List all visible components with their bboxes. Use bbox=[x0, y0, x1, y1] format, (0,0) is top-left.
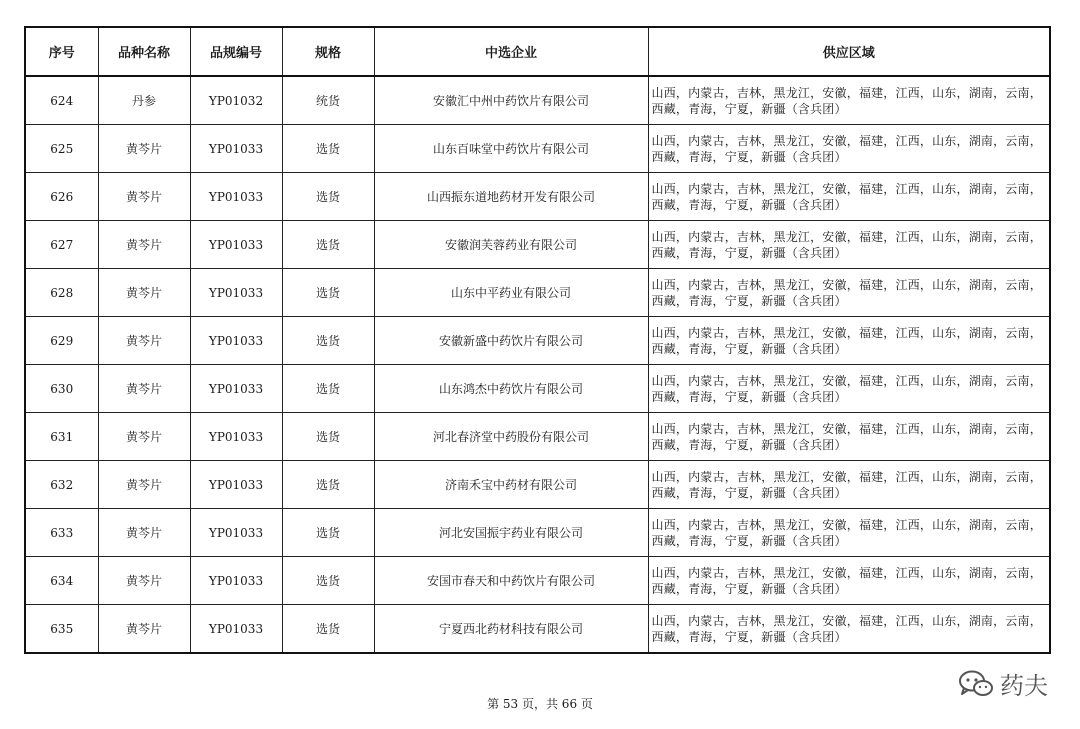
cell-supply-region: 山西，内蒙古，吉林，黑龙江，安徽，福建，江西，山东，湖南，云南，西藏，青海，宁夏，新疆（含兵团） bbox=[648, 509, 1050, 557]
cell-grade: 选货 bbox=[282, 317, 374, 365]
cell-company: 山东中平药业有限公司 bbox=[374, 269, 648, 317]
cell-supply-region: 山西，内蒙古，吉林，黑龙江，安徽，福建，江西，山东，湖南，云南，西藏，青海，宁夏，新疆（含兵团） bbox=[648, 221, 1050, 269]
header-serial: 序号 bbox=[25, 27, 98, 76]
table-header bbox=[25, 27, 1050, 76]
cell-spec-code: YP01033 bbox=[190, 269, 282, 317]
cell-variety-name: 黄芩片 bbox=[98, 125, 190, 173]
cell-company: 河北安国振宇药业有限公司 bbox=[374, 509, 648, 557]
cell-grade: 选货 bbox=[282, 173, 374, 221]
cell-company: 安徽汇中州中药饮片有限公司 bbox=[374, 76, 648, 125]
cell-supply-region: 山西，内蒙古，吉林，黑龙江，安徽，福建，江西，山东，湖南，云南，西藏，青海，宁夏，新疆（含兵团） bbox=[648, 461, 1050, 509]
cell-grade: 统货 bbox=[282, 76, 374, 125]
table-row bbox=[25, 269, 1050, 317]
cell-spec-code: YP01033 bbox=[190, 461, 282, 509]
cell-serial: 633 bbox=[25, 509, 98, 557]
cell-supply-region: 山西，内蒙古，吉林，黑龙江，安徽，福建，江西，山东，湖南，云南，西藏，青海，宁夏，新疆（含兵团） bbox=[648, 365, 1050, 413]
cell-company: 山西振东道地药材开发有限公司 bbox=[374, 173, 648, 221]
cell-spec-code: YP01033 bbox=[190, 365, 282, 413]
cell-variety-name: 黄芩片 bbox=[98, 461, 190, 509]
table-row bbox=[25, 365, 1050, 413]
cell-serial: 631 bbox=[25, 413, 98, 461]
cell-spec-code: YP01033 bbox=[190, 557, 282, 605]
cell-serial: 626 bbox=[25, 173, 98, 221]
cell-grade: 选货 bbox=[282, 557, 374, 605]
cell-variety-name: 黄芩片 bbox=[98, 221, 190, 269]
cell-supply-region: 山西，内蒙古，吉林，黑龙江，安徽，福建，江西，山东，湖南，云南，西藏，青海，宁夏，新疆（含兵团） bbox=[648, 317, 1050, 365]
cell-supply-region: 山西，内蒙古，吉林，黑龙江，安徽，福建，江西，山东，湖南，云南，西藏，青海，宁夏，新疆（含兵团） bbox=[648, 173, 1050, 221]
cell-serial: 630 bbox=[25, 365, 98, 413]
cell-supply-region: 山西，内蒙古，吉林，黑龙江，安徽，福建，江西，山东，湖南，云南，西藏，青海，宁夏，新疆（含兵团） bbox=[648, 125, 1050, 173]
cell-spec-code: YP01033 bbox=[190, 509, 282, 557]
table-row bbox=[25, 76, 1050, 125]
cell-spec-code: YP01033 bbox=[190, 221, 282, 269]
cell-company: 济南禾宝中药材有限公司 bbox=[374, 461, 648, 509]
cell-company: 安国市春天和中药饮片有限公司 bbox=[374, 557, 648, 605]
table-body bbox=[25, 76, 1050, 653]
cell-variety-name: 黄芩片 bbox=[98, 173, 190, 221]
cell-company: 山东百味堂中药饮片有限公司 bbox=[374, 125, 648, 173]
watermark-text: 药夫 bbox=[1000, 672, 1048, 700]
table-row bbox=[25, 557, 1050, 605]
table-row bbox=[25, 509, 1050, 557]
cell-grade: 选货 bbox=[282, 125, 374, 173]
table-row bbox=[25, 173, 1050, 221]
cell-variety-name: 黄芩片 bbox=[98, 413, 190, 461]
table-row bbox=[25, 317, 1050, 365]
cell-spec-code: YP01032 bbox=[190, 76, 282, 125]
cell-variety-name: 黄芩片 bbox=[98, 509, 190, 557]
cell-supply-region: 山西，内蒙古，吉林，黑龙江，安徽，福建，江西，山东，湖南，云南，西藏，青海，宁夏，新疆（含兵团） bbox=[648, 269, 1050, 317]
wechat-icon bbox=[958, 669, 994, 699]
cell-spec-code: YP01033 bbox=[190, 173, 282, 221]
header-company: 中选企业 bbox=[374, 27, 648, 76]
header-variety-name: 品种名称 bbox=[98, 27, 190, 76]
page-number: 第 53 页，共 66 页 bbox=[487, 697, 593, 711]
watermark bbox=[958, 666, 1048, 701]
cell-supply-region: 山西，内蒙古，吉林，黑龙江，安徽，福建，江西，山东，湖南，云南，西藏，青海，宁夏，新疆（含兵团） bbox=[648, 76, 1050, 125]
cell-spec-code: YP01033 bbox=[190, 317, 282, 365]
cell-company: 安徽新盛中药饮片有限公司 bbox=[374, 317, 648, 365]
cell-serial: 629 bbox=[25, 317, 98, 365]
cell-supply-region: 山西，内蒙古，吉林，黑龙江，安徽，福建，江西，山东，湖南，云南，西藏，青海，宁夏，新疆（含兵团） bbox=[648, 557, 1050, 605]
cell-serial: 635 bbox=[25, 605, 98, 654]
cell-serial: 625 bbox=[25, 125, 98, 173]
cell-grade: 选货 bbox=[282, 269, 374, 317]
cell-variety-name: 黄芩片 bbox=[98, 317, 190, 365]
cell-grade: 选货 bbox=[282, 605, 374, 654]
table-row bbox=[25, 605, 1050, 654]
cell-grade: 选货 bbox=[282, 461, 374, 509]
cell-grade: 选货 bbox=[282, 413, 374, 461]
table-row bbox=[25, 221, 1050, 269]
cell-grade: 选货 bbox=[282, 509, 374, 557]
cell-company: 河北春济堂中药股份有限公司 bbox=[374, 413, 648, 461]
table-row bbox=[25, 413, 1050, 461]
cell-variety-name: 丹参 bbox=[98, 76, 190, 125]
cell-grade: 选货 bbox=[282, 221, 374, 269]
cell-serial: 627 bbox=[25, 221, 98, 269]
cell-supply-region: 山西，内蒙古，吉林，黑龙江，安徽，福建，江西，山东，湖南，云南，西藏，青海，宁夏，新疆（含兵团） bbox=[648, 413, 1050, 461]
cell-grade: 选货 bbox=[282, 365, 374, 413]
cell-company: 山东鸿杰中药饮片有限公司 bbox=[374, 365, 648, 413]
header-grade: 规格 bbox=[282, 27, 374, 76]
cell-serial: 628 bbox=[25, 269, 98, 317]
cell-supply-region: 山西，内蒙古，吉林，黑龙江，安徽，福建，江西，山东，湖南，云南，西藏，青海，宁夏，新疆（含兵团） bbox=[648, 605, 1050, 654]
cell-serial: 634 bbox=[25, 557, 98, 605]
cell-spec-code: YP01033 bbox=[190, 125, 282, 173]
table-row bbox=[25, 461, 1050, 509]
data-table bbox=[24, 26, 1051, 654]
cell-company: 安徽润芙蓉药业有限公司 bbox=[374, 221, 648, 269]
cell-variety-name: 黄芩片 bbox=[98, 365, 190, 413]
cell-variety-name: 黄芩片 bbox=[98, 269, 190, 317]
cell-spec-code: YP01033 bbox=[190, 605, 282, 654]
header-supply-region: 供应区域 bbox=[648, 27, 1050, 76]
cell-company: 宁夏西北药材科技有限公司 bbox=[374, 605, 648, 654]
cell-serial: 624 bbox=[25, 76, 98, 125]
cell-serial: 632 bbox=[25, 461, 98, 509]
cell-spec-code: YP01033 bbox=[190, 413, 282, 461]
cell-variety-name: 黄芩片 bbox=[98, 557, 190, 605]
header-spec-code: 品规编号 bbox=[190, 27, 282, 76]
table-row bbox=[25, 125, 1050, 173]
cell-variety-name: 黄芩片 bbox=[98, 605, 190, 654]
